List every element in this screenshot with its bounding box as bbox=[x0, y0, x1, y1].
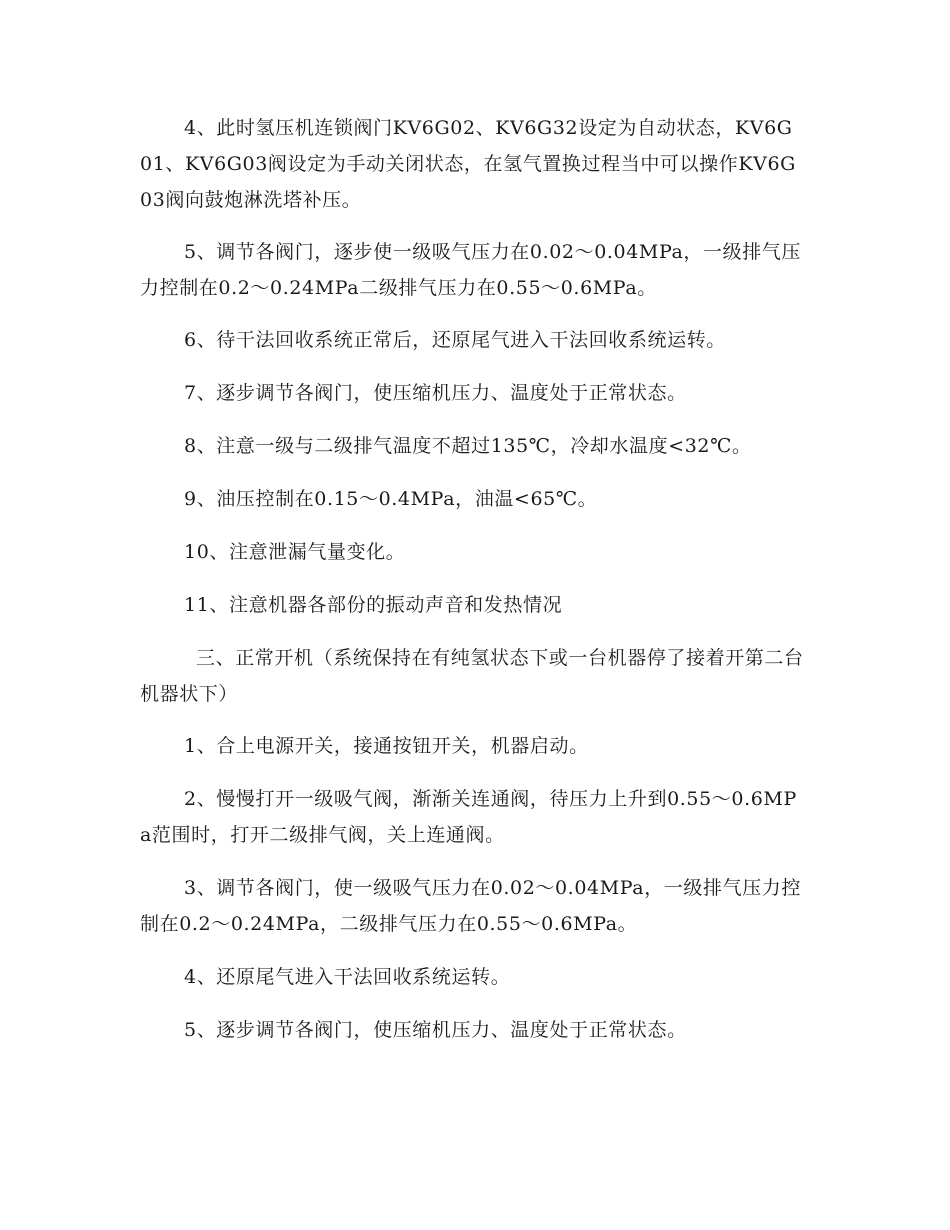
paragraph-step-4-valve-settings: 4、此时氢压机连锁阀门KV6G02、KV6G32设定为自动状态，KV6G01、KV6G03阀设定为手动关闭状态，在氢气置换过程当中可以操作KV6G03阀向鼓炮淋洗塔补压。 bbox=[140, 117, 796, 211]
paragraph-step-5-pressure-adjust: 5、调节各阀门，逐步使一级吸气压力在0.02～0.04MPa，一级排气压力控制在0.2～0.24MPa二级排气压力在0.55～0.6MPa。 bbox=[140, 241, 802, 299]
paragraph-step-7-adjust-valves: 7、逐步调节各阀门，使压缩机压力、温度处于正常状态。 bbox=[184, 382, 687, 404]
paragraph-start-step-1: 1、合上电源开关，接通按钮开关，机器启动。 bbox=[184, 735, 589, 757]
paragraph-step-11-vibration: 11、注意机器各部份的振动声音和发热情况 bbox=[184, 594, 563, 616]
section-heading-normal-start: 三、正常开机（系统保持在有纯氢状态下或一台机器停了接着开第二台机器状下） bbox=[140, 647, 804, 705]
paragraph-start-step-3: 3、调节各阀门，使一级吸气压力在0.02～0.04MPa，一级排气压力控制在0.2～0.24MPa，二级排气压力在0.55～0.6MPa。 bbox=[140, 877, 802, 935]
paragraph-step-9-oil-pressure: 9、油压控制在0.15～0.4MPa，油温<65℃。 bbox=[184, 488, 598, 510]
paragraph-start-step-5: 5、逐步调节各阀门，使压缩机压力、温度处于正常状态。 bbox=[184, 1019, 687, 1041]
paragraph-step-8-temperature: 8、注意一级与二级排气温度不超过135℃，冷却水温度<32℃。 bbox=[184, 435, 752, 457]
paragraph-step-10-leakage: 10、注意泄漏气量变化。 bbox=[184, 541, 406, 563]
paragraph-start-step-2: 2、慢慢打开一级吸气阀，渐渐关连通阀，待压力上升到0.55～0.6MPa范围时，打开二级排气阀，关上连通阀。 bbox=[140, 788, 797, 846]
paragraph-step-6-dry-recovery: 6、待干法回收系统正常后，还原尾气进入干法回收系统运转。 bbox=[184, 329, 726, 351]
paragraph-start-step-4: 4、还原尾气进入干法回收系统运转。 bbox=[184, 966, 511, 988]
